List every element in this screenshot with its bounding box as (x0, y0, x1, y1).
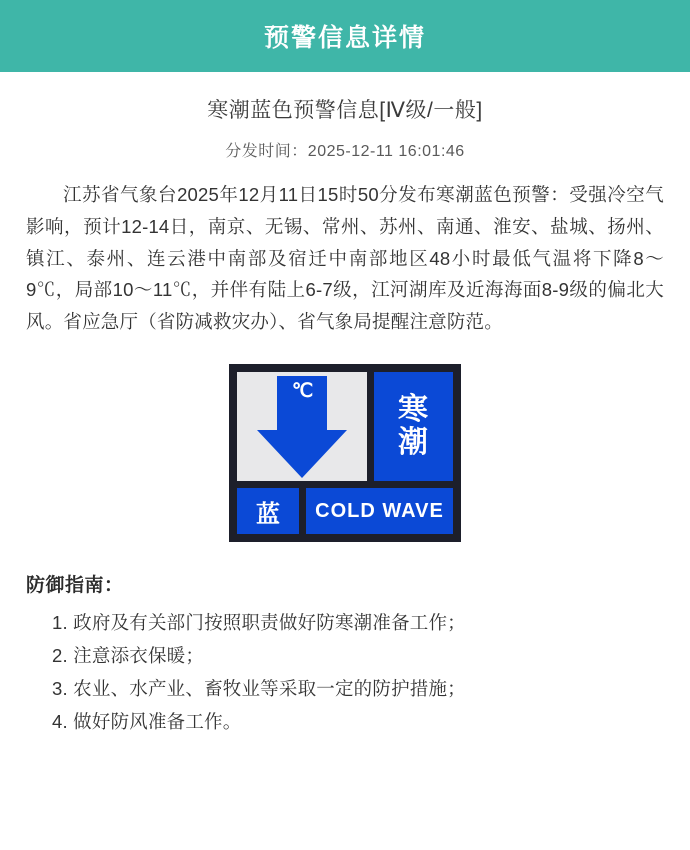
sign-chinese-word (374, 372, 453, 481)
arrow-head-shape (257, 430, 347, 478)
sign-word-char-2: 潮 (398, 425, 429, 459)
page-title: 预警信息详情 (263, 24, 426, 52)
sign-level-color-label: 蓝 (237, 488, 299, 534)
defense-guide-section (26, 570, 664, 739)
warning-title: 寒潮蓝色预警信息[Ⅳ级/一般] (207, 99, 483, 122)
page-header (0, 0, 690, 72)
degree-celsius-label: ℃ (291, 381, 313, 403)
document-content (0, 72, 690, 739)
list-item: 2. 注意添衣保暖； (52, 644, 205, 666)
cold-wave-sign-wrapper (26, 364, 664, 542)
warning-body-text: 江苏省气象台2025年12月11日15时50分发布寒潮蓝色预警：受强冷空气影响，预计12-14日，南京、无锡、常州、苏州、南通、淮安、盐城、扬州、镇江、泰州、连云港中南部及宿迁中南部地区48小时最低气温将下降8～9℃，局部10～11℃，并伴有陆上6-7级，江河湖库及近海海面8-9级的偏北大风。省应急厅（省防减救灾办）、省气象局提醒注意防范。 (26, 184, 664, 333)
sign-english-label: COLD WAVE (306, 488, 453, 534)
cold-wave-warning-sign (229, 364, 461, 542)
defense-guide-list (26, 607, 664, 739)
list-item: 4. 做好防风准备工作。 (52, 710, 242, 732)
temperature-drop-arrow-icon (237, 372, 367, 481)
sign-top-row (237, 372, 453, 481)
list-item: 3. 农业、水产业、畜牧业等采取一定的防护措施； (52, 677, 466, 699)
sign-bottom-row (237, 488, 453, 534)
list-item: 1. 政府及有关部门按照职责做好防寒潮准备工作； (52, 612, 466, 634)
issue-time: 分发时间：2025-12-11 16:01:46 (225, 143, 465, 160)
sign-word-char-1: 寒 (398, 393, 429, 427)
defense-guide-title: 防御指南： (26, 575, 124, 597)
